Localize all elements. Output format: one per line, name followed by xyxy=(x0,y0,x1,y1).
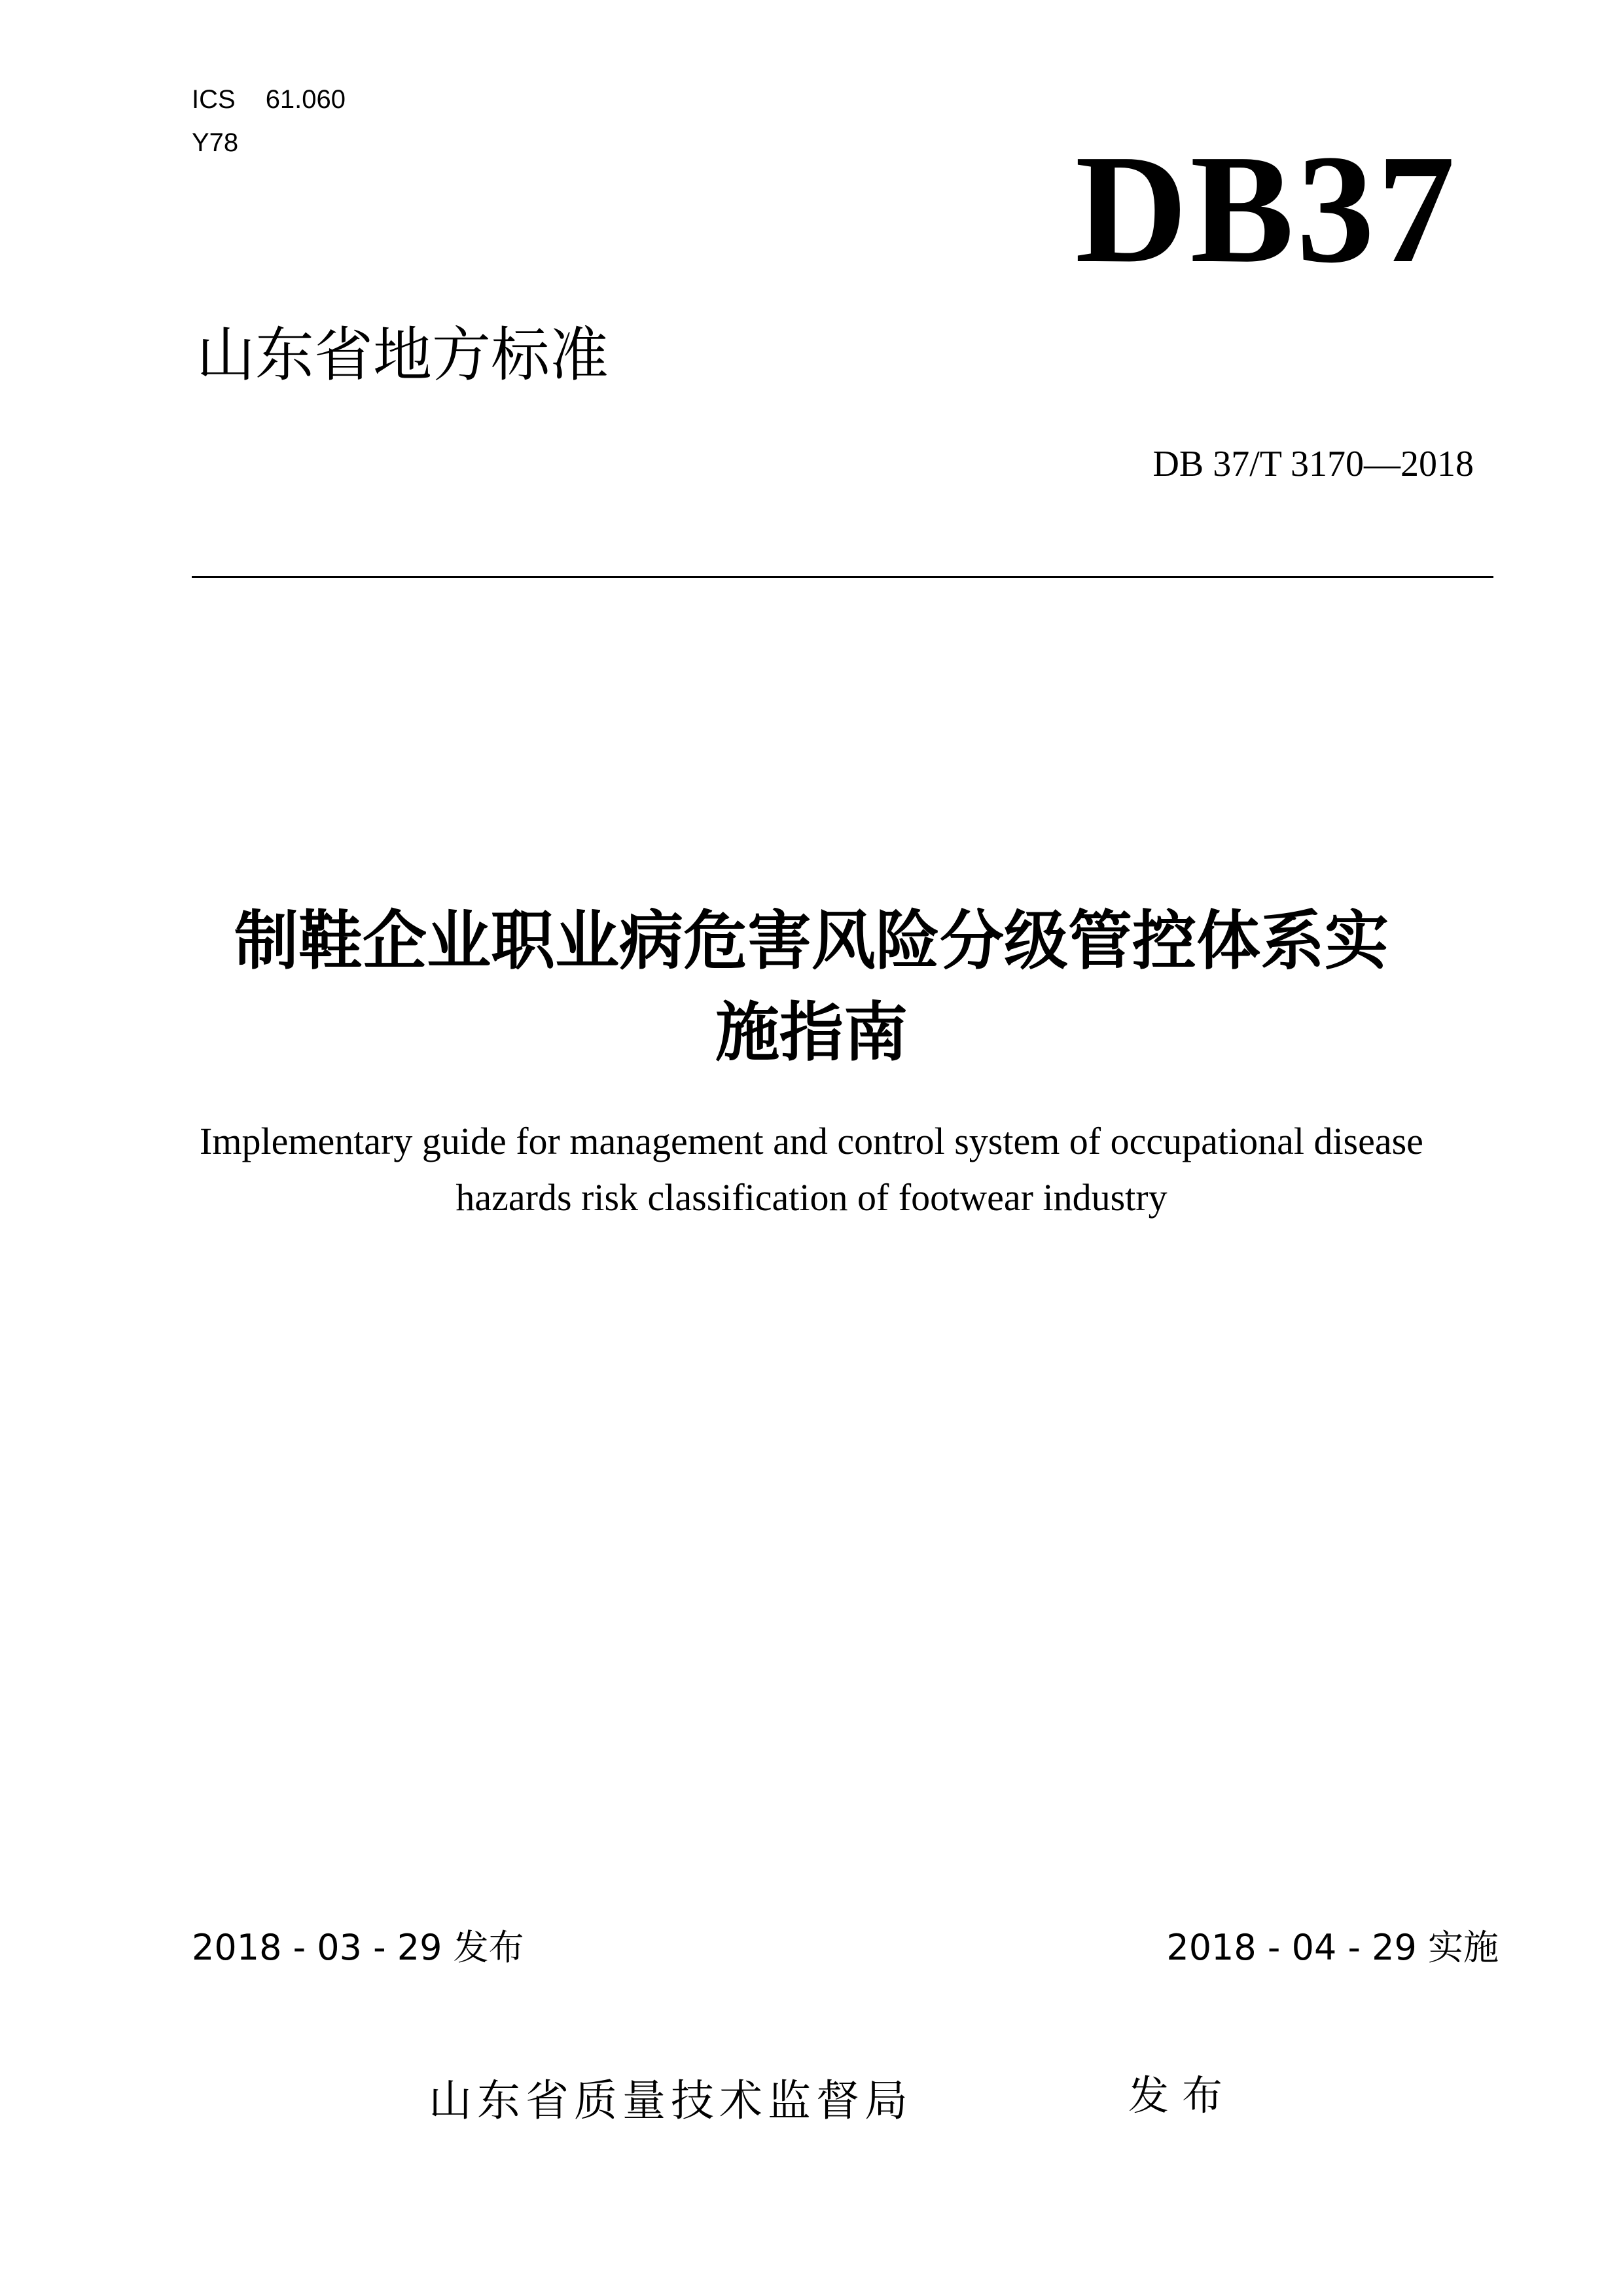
title-chinese-line-1: 制鞋企业职业病危害风险分级管控体系实 xyxy=(234,904,1389,978)
header-divider xyxy=(192,576,1493,578)
issuing-authority: 山东省质量技术监督局 xyxy=(429,2075,913,2126)
title-english-line-2: hazards risk classification of footwear industry xyxy=(455,1176,1168,1219)
ccs-code: Y78 xyxy=(192,128,239,157)
ics-label: ICS xyxy=(192,85,236,114)
issue-date: 2018 - 03 - 29 发布 xyxy=(192,1927,524,1968)
implementation-date: 2018 - 04 - 29 实施 xyxy=(1166,1927,1499,1968)
db-mark-logo: DB37 xyxy=(1075,123,1458,295)
standard-type: 山东省地方标准 xyxy=(196,321,609,389)
ics-classification xyxy=(192,82,346,117)
title-chinese-line-2: 施指南 xyxy=(715,996,908,1070)
title-english-line-1: Implementary guide for management and control system of occupational disease xyxy=(200,1120,1423,1162)
standard-number: DB 37/T 3170—2018 xyxy=(1152,444,1474,484)
ics-code: 61.060 xyxy=(265,85,346,114)
publish-label: 发布 xyxy=(1128,2072,1236,2119)
